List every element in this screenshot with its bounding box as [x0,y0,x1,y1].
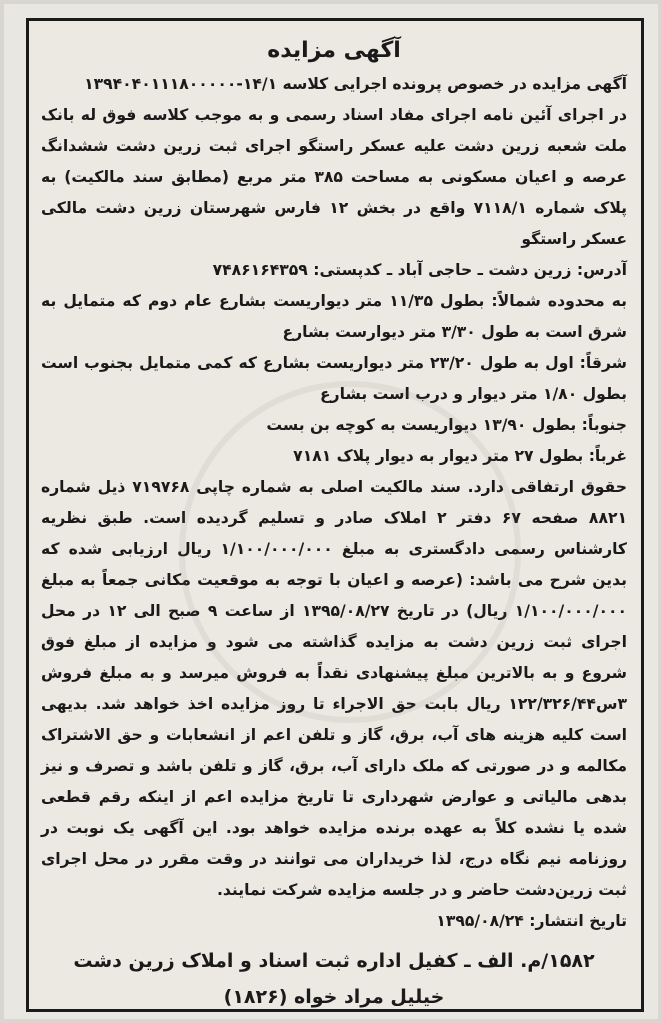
paragraph-address: آدرس: زرین دشت ـ حاجی آباد ـ کدپستی: ۷۴۸۶۱۶۴۳۵۹ [212,261,627,279]
paragraph-details: حقوق ارتفاقی دارد. سند مالکیت اصلی به شماره چاپی ۷۱۹۷۶۸ ذیل شماره ۸۸۲۱ صفحه ۶۷ دفتر ۲ املاک صادر و تسلیم گردیده است. طبق نظریه کارشناس رسمی دادگستری به مبلغ ۱/۱۰۰/۰۰۰/۰۰۰ ریال ارزیابی شده که بدین شرح می باشد: (عرصه و اعیان با توجه به موقعیت مکانی جمعاً به مبلغ ۱/۱۰۰/۰۰۰/۰۰۰ ریال) در تاریخ ۱۳۹۵/۰۸/۲۷ از ساعت ۹ صبح الی ۱۲ در محل اجرای ثبت زرین دشت به مزایده گذاشته می شود و مزایده از مبلغ فوق شروع و به بالاترین مبلغ پیشنهادی نقداً به فروش میرسد و به مبلغ فروش ۳س۱۲۲/۳۲۶/۴۴ ریال بابت حق الاجراء تا روز مزایده اخذ خواهد شد. بدیهی است کلیه هزینه های آب، برق، گاز و تلفن اعم از انشعابات و حق الاشتراک مکالمه و در صورتی که ملک دارای آب، برق، گاز و تلفن باشد و تصرف و نیز بدهی مالیاتی و عوارض شهرداری تا تاریخ مزایده اعم از اینکه رقم قطعی شده یا نشده کلاً به عهده برنده مزایده خواهد بود. این آگهی یک نوبت در روزنامه نیم نگاه درج، لذا خریداران می توانند در وقت مقرر در محل اجرای ثبت زرین‌دشت حاضر و در جلسه مزایده شرکت نمایند. [41,478,628,899]
notice-footer [41,943,627,1015]
paragraph-intro: در اجرای آئین نامه اجرای مفاد اسناد رسمی و به موجب کلاسه فوق له بانک ملت شعبه زرین دشت علیه عسکر راستگو اجرای ثبت زرین دشت ششدانگ عرصه و اعیان مسکونی به مساحت ۳۸۵ متر مربع (مطابق سند مالکیت) به پلاک شماره ۷۱۱۸/۱ واقع در بخش ۱۲ فارس شهرستان زرین دشت مالکی عسکر راستگو [41,106,628,248]
paragraph-south: جنوباً: بطول ۱۳/۹۰ دیواریست به کوچه بن بست [266,416,627,434]
notice-subtitle: آگهی مزایده در خصوص پرونده اجرایی کلاسه ۱۴/۱-۱۳۹۴۰۴۰۱۱۱۸۰۰۰۰۰ [84,75,627,93]
notice-frame [26,18,644,1012]
paragraph-west: غرباً: بطول ۲۷ متر دیوار به دیوار پلاک ۷۱۸۱ [293,447,627,465]
footer-signatory: خیلیل مراد خواه (۱۸۲۶) [223,986,445,1008]
paragraph-east: شرقاً: اول به طول ۲۳/۲۰ متر دیواریست بشارع که کمی متمایل بجنوب است بطول ۱/۸۰ متر دیوار و درب است بشارع [41,354,627,403]
notice-title: آگهی مزایده [267,38,401,63]
page [4,4,658,1019]
publish-date: تاریخ انتشار: ۱۳۹۵/۰۸/۲۴ [436,912,627,930]
paragraph-north: به محدوده شمالاً: بطول ۱۱/۳۵ متر دیواریست بشارع عام دوم که متمایل به شرق است به طول ۳/۳۰ متر دیوارست بشارع [41,292,627,341]
footer-office: ۱۵۸۲/م. الف ـ کفیل اداره ثبت اسناد و املاک زرین دشت [73,950,595,972]
notice-body [41,100,627,906]
